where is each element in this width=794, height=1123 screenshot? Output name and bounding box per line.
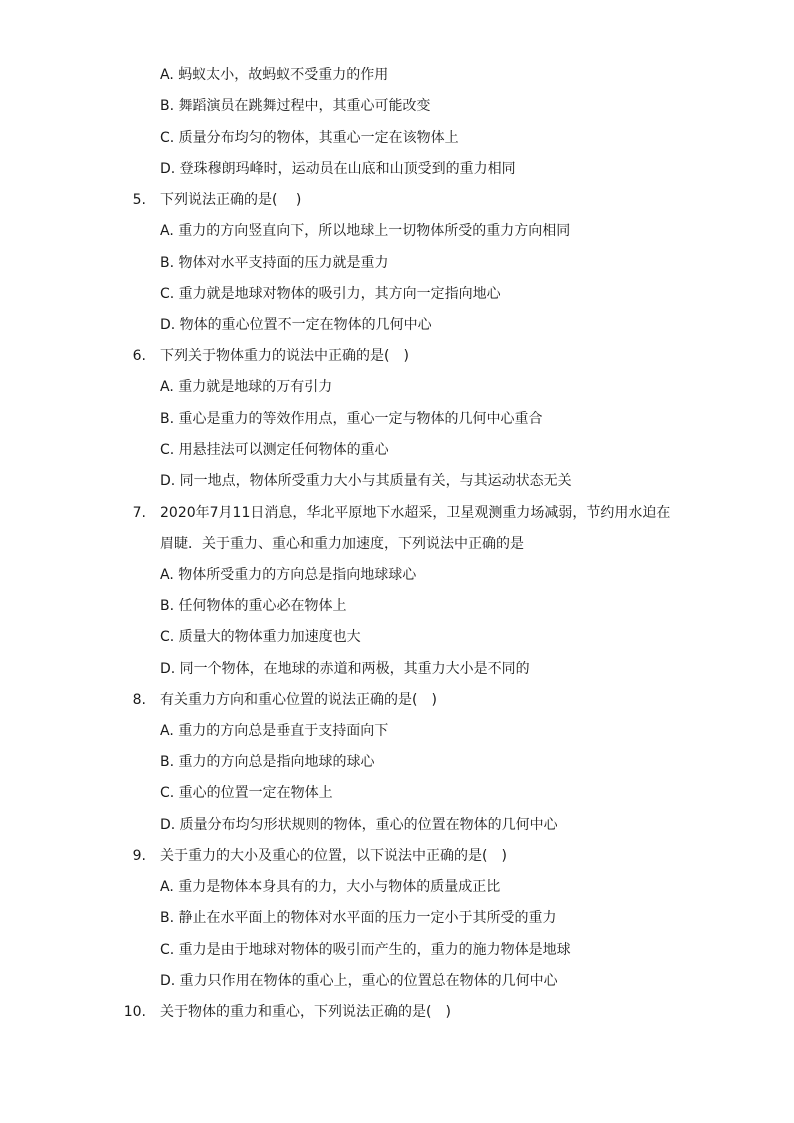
- q9-option-d: D. 重力只作用在物体的重心上，重心的位置总在物体的几何中心: [160, 973, 558, 989]
- q4-option-b: B. 舞蹈演员在跳舞过程中，其重心可能改变: [160, 98, 431, 114]
- q7-number: 7.: [132, 505, 146, 521]
- q9-option-b: B. 静止在水平面上的物体对水平面的压力一定小于其所受的重力: [160, 910, 557, 926]
- q7-option-b: B. 任何物体的重心必在物体上: [160, 598, 347, 614]
- q6-option-a: A. 重力就是地球的万有引力: [160, 379, 333, 395]
- q7-stem-line1: 2020年7月11日消息，华北平原地下水超采，卫星观测重力场减弱，节约用水迫在: [160, 505, 671, 521]
- q5-option-d: D. 物体的重心位置不一定在物体的几何中心: [160, 317, 432, 333]
- q5-stem: 下列说法正确的是( ): [160, 192, 302, 208]
- q9-stem: 关于重力的大小及重心的位置，以下说法中正确的是( ): [160, 848, 507, 864]
- q5-option-a: A. 重力的方向竖直向下，所以地球上一切物体所受的重力方向相同: [160, 223, 571, 239]
- q7-stem-line2: 眉睫．关于重力、重心和重力加速度，下列说法中正确的是: [160, 536, 524, 552]
- q9-option-a: A. 重力是物体本身具有的力，大小与物体的质量成正比: [160, 879, 501, 895]
- q9-number: 9.: [132, 848, 146, 864]
- q7-option-d: D. 同一个物体，在地球的赤道和两极，其重力大小是不同的: [160, 661, 530, 677]
- q7-option-c: C. 质量大的物体重力加速度也大: [160, 629, 361, 645]
- q10-stem: 关于物体的重力和重心，下列说法正确的是( ): [160, 1004, 451, 1020]
- q6-option-c: C. 用悬挂法可以测定任何物体的重心: [160, 442, 389, 458]
- q5-number: 5.: [132, 192, 146, 208]
- q4-option-a: A. 蚂蚁太小，故蚂蚁不受重力的作用: [160, 67, 389, 83]
- q6-stem: 下列关于物体重力的说法中正确的是( ): [160, 348, 409, 364]
- q9-option-c: C. 重力是由于地球对物体的吸引而产生的，重力的施力物体是地球: [160, 942, 571, 958]
- q8-option-a: A. 重力的方向总是垂直于支持面向下: [160, 723, 389, 739]
- q10-number: 10.: [123, 1004, 146, 1020]
- q4-option-c: C. 质量分布均匀的物体，其重心一定在该物体上: [160, 130, 459, 146]
- q8-option-c: C. 重心的位置一定在物体上: [160, 785, 333, 801]
- q8-option-d: D. 质量分布均匀形状规则的物体，重心的位置在物体的几何中心: [160, 817, 558, 833]
- q6-option-b: B. 重心是重力的等效作用点，重心一定与物体的几何中心重合: [160, 411, 543, 427]
- q8-option-b: B. 重力的方向总是指向地球的球心: [160, 754, 375, 770]
- q6-option-d: D. 同一地点，物体所受重力大小与其质量有关，与其运动状态无关: [160, 473, 572, 489]
- q4-option-d: D. 登珠穆朗玛峰时，运动员在山底和山顶受到的重力相同: [160, 161, 516, 177]
- q8-stem: 有关重力方向和重心位置的说法正确的是( ): [160, 692, 437, 708]
- q8-number: 8.: [132, 692, 146, 708]
- q5-option-b: B. 物体对水平支持面的压力就是重力: [160, 255, 389, 271]
- q6-number: 6.: [132, 348, 146, 364]
- q5-option-c: C. 重力就是地球对物体的吸引力，其方向一定指向地心: [160, 286, 501, 302]
- q7-option-a: A. 物体所受重力的方向总是指向地球球心: [160, 567, 417, 583]
